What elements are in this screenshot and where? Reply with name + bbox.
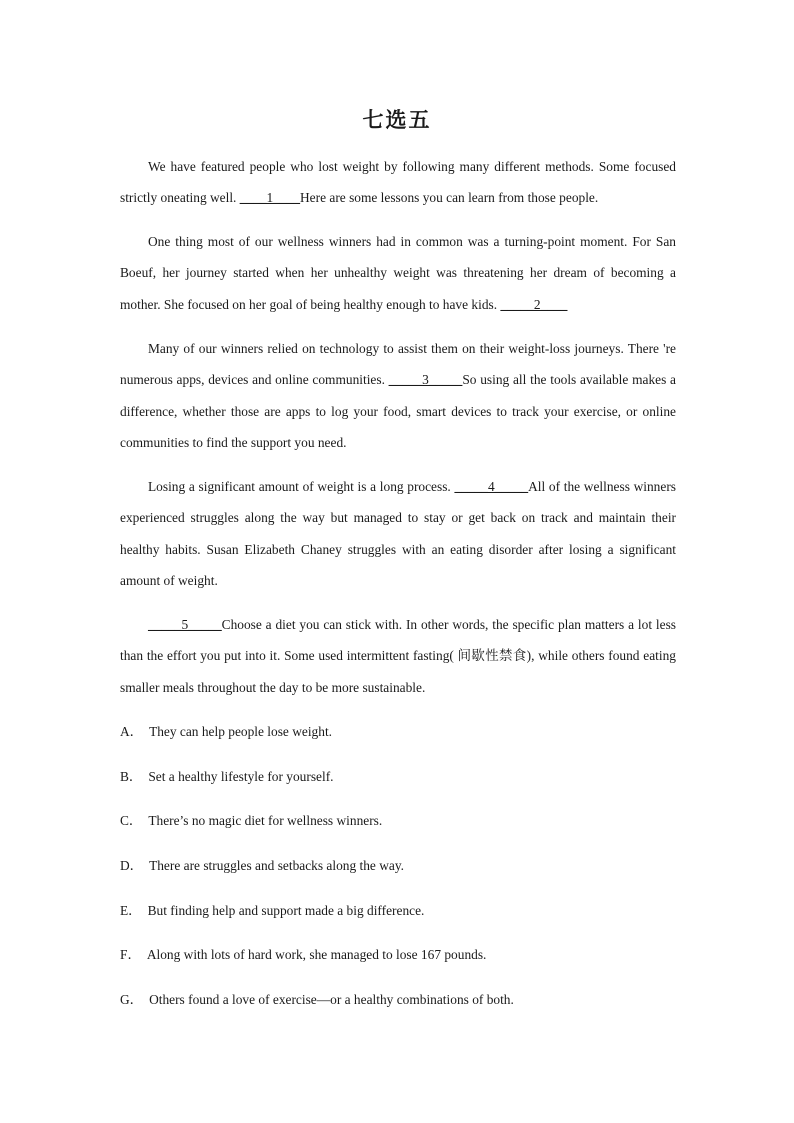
option-letter: F． <box>120 947 141 962</box>
paragraph-5 <box>120 609 676 703</box>
option-text: There are struggles and setbacks along the way. <box>149 858 405 873</box>
option-text: But finding help and support made a big difference. <box>147 903 425 918</box>
option-letter: G． <box>120 992 144 1007</box>
option-text: Others found a love of exercise—or a healthy combinations of both. <box>149 992 514 1007</box>
paragraph-text: Here are some lessons you can learn from those people. <box>300 190 599 206</box>
option-letter: B． <box>120 769 143 784</box>
paragraph-text: One thing most of our wellness winners had in common was a turning-point moment. For San Boeuf, her journey started when her unhealthy weight was threatening her dream of becoming a mother. She focused on her goal of being healthy enough to have kids. <box>120 234 676 312</box>
paragraph-text: Choose a diet you can stick with. In other words, the specific plan matters a lot less than the effort you put into it. Some used intermittent fasting( 间歇性禁食), while others found eating smaller meals throughout the day to be more sustainable. <box>120 617 676 695</box>
option-text: Along with lots of hard work, she managed to lose 167 pounds. <box>146 947 487 962</box>
option-text: They can help people lose weight. <box>149 724 333 739</box>
option-d <box>120 856 676 876</box>
blank-4: _____4_____ <box>454 479 529 494</box>
blank-2: _____2____ <box>500 296 568 312</box>
paragraph-3 <box>120 333 676 458</box>
paragraph-text: All of the wellness winners experienced struggles along the way but managed to stay or get back on track and maintain their healthy habits. Susan Elizabeth Chaney struggles with an eating disorder after losing a significant amount of weight. <box>120 479 676 588</box>
option-e <box>120 901 676 921</box>
option-f <box>120 945 676 965</box>
paragraph-2 <box>120 226 676 320</box>
blank-1: ____1____ <box>239 190 301 206</box>
option-text: There’s no magic diet for wellness winners. <box>148 813 383 828</box>
blank-5: _____5_____ <box>148 617 222 632</box>
option-letter: D． <box>120 858 144 873</box>
option-g <box>120 990 676 1010</box>
paragraph-text: We have featured people who lost weight by following many different methods. Some focused strictly oneating well. <box>120 159 676 206</box>
option-letter: C． <box>120 813 143 828</box>
paragraph-text: So using all the tools available makes a difference, whether those are apps to log your food, smart devices to track your exercise, or online communities to find the support you need. <box>120 372 676 450</box>
option-text: Set a healthy lifestyle for yourself. <box>148 769 334 784</box>
option-letter: A． <box>120 724 144 739</box>
paragraph-text: Many of our winners relied on technology to assist them on their weight-loss journeys. There 're numerous apps, devices and online communities. <box>120 341 676 388</box>
blank-3: _____3_____ <box>388 372 463 388</box>
paragraph-4 <box>120 471 676 596</box>
option-b <box>120 767 676 787</box>
option-letter: E． <box>120 903 142 918</box>
paragraph-text: Losing a significant amount of weight is a long process. <box>148 479 455 494</box>
option-c <box>120 811 676 831</box>
page-title: 七选五 <box>362 107 432 132</box>
paragraph-1 <box>120 151 676 214</box>
option-a <box>120 722 676 742</box>
